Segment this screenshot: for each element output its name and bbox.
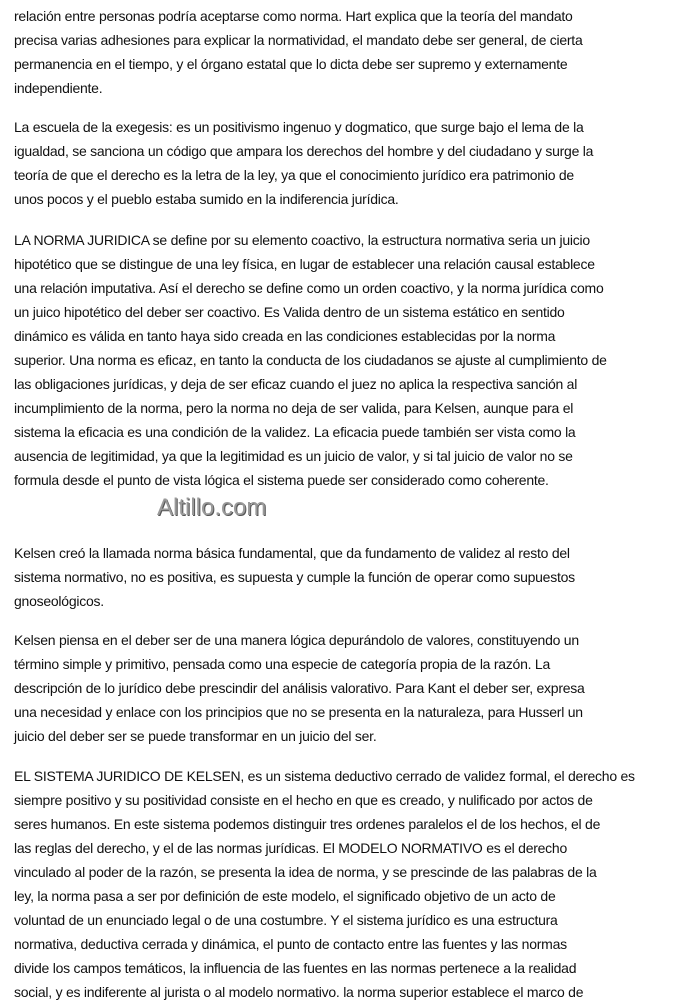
text-line: ausencia de legitimidad, ya que la legitimidad es un juicio de valor, y si tal juicio de valor no se	[14, 448, 573, 464]
text-line: descripción de lo jurídico debe prescindir del análisis valorativo. Para Kant el deber ser, expresa	[14, 680, 585, 696]
text-line: una necesidad y enlace con los principios que no se presenta en la naturaleza, para Husserl un	[14, 704, 583, 720]
text-line: normativa, deductiva cerrada y dinámica, el punto de contacto entre las fuentes y las normas	[14, 936, 567, 952]
text-line: ley, la norma pasa a ser por definición de este modelo, el significado objetivo de un acto de	[14, 888, 556, 904]
text-line: incumplimiento de la norma, pero la norma no deja de ser valida, para Kelsen, aunque para el	[14, 400, 574, 416]
text-line: divide los campos temáticos, la influencia de las fuentes en las normas pertenece a la realidad	[14, 960, 577, 976]
paragraph-norma-juridica	[14, 228, 700, 492]
text-line: seres humanos. En este sistema podemos distinguir tres ordenes paralelos el de los hechos, el de	[14, 816, 601, 832]
paragraph-deber-ser	[14, 628, 700, 748]
text-line: social, y es indiferente al jurista o al modelo normativo. la norma superior establece el marco de	[14, 984, 584, 1000]
text-line: La escuela de la exegesis: es un positivismo ingenuo y dogmatico, que surge bajo el lema de la	[14, 119, 584, 135]
text-line: un juico hipotético del deber ser coactivo. Es Valida dentro de un sistema estático en sentido	[14, 304, 565, 320]
text-line: sistema normativo, no es positiva, es supuesta y cumple la función de operar como supuestos	[14, 569, 575, 585]
text-line: superior. Una norma es eficaz, en tanto la conducta de los ciudadanos se ajuste al cumplimiento de	[14, 352, 607, 368]
text-line: independiente.	[14, 80, 103, 96]
watermark-logo: Altillo.com	[157, 494, 267, 521]
text-line: las obligaciones jurídicas, y deja de ser eficaz cuando el juez no aplica la respectiva sanción al	[14, 376, 578, 392]
paragraph-norma-basica	[14, 541, 700, 613]
text-line: juicio del deber ser se puede transformar en un juicio del ser.	[14, 728, 377, 744]
text-line: dinámico es válida en tanto haya sido creada en las condiciones establecidas por la norma	[14, 328, 556, 344]
text-line: término simple y primitivo, pensada como una especie de categoría propia de la razón. La	[14, 656, 550, 672]
paragraph-escuela-exegesis	[14, 115, 700, 211]
text-line: siempre positivo y su positividad consiste en el hecho en que es creado, y nulificado por actos de	[14, 792, 593, 808]
text-line: hipotético que se distingue de una ley física, en lugar de establecer una relación causal establece	[14, 256, 595, 272]
text-line: Kelsen piensa en el deber ser de una manera lógica depurándolo de valores, constituyendo un	[14, 632, 579, 648]
text-line: sistema la eficacia es una condición de la validez. La eficacia puede también ser vista como la	[14, 424, 576, 440]
text-line: unos pocos y el pueblo estaba sumido en la indiferencia jurídica.	[14, 191, 399, 207]
text-line: LA NORMA JURIDICA se define por su elemento coactivo, la estructura normativa seria un juicio	[14, 232, 590, 248]
text-line: igualdad, se sanciona un código que ampara los derechos del hombre y del ciudadano y surge la	[14, 143, 594, 159]
text-line: una relación imputativa. Así el derecho se define como un orden coactivo, y la norma jurídica como	[14, 280, 604, 296]
text-line: teoría de que el derecho es la letra de la ley, ya que el conocimiento jurídico era patrimonio de	[14, 167, 574, 183]
text-line: Kelsen creó la llamada norma básica fundamental, que da fundamento de validez al resto del	[14, 545, 570, 561]
text-line: permanencia en el tiempo, y el órgano estatal que lo dicta debe ser supremo y externamente	[14, 56, 568, 72]
text-line: relación entre personas podría aceptarse como norma. Hart explica que la teoría del mandato	[14, 8, 573, 24]
text-line: las reglas del derecho, y el de las normas jurídicas. El MODELO NORMATIVO es el derecho	[14, 840, 567, 856]
paragraph-sistema-juridico	[14, 764, 700, 1004]
text-line: precisa varias adhesiones para explicar la normatividad, el mandato debe ser general, de cierta	[14, 32, 583, 48]
paragraph-hart-mandato	[14, 4, 700, 100]
text-line: EL SISTEMA JURIDICO DE KELSEN, es un sistema deductivo cerrado de validez formal, el derecho es	[14, 768, 635, 784]
text-line: gnoseológicos.	[14, 593, 104, 609]
text-line: formula desde el punto de vista lógica el sistema puede ser considerado como coherente.	[14, 472, 549, 488]
text-line: vinculado al poder de la razón, se presenta la idea de norma, y se prescinde de las palabras de la	[14, 864, 597, 880]
text-line: voluntad de un enunciado legal o de una costumbre. Y el sistema jurídico es una estructura	[14, 912, 558, 928]
